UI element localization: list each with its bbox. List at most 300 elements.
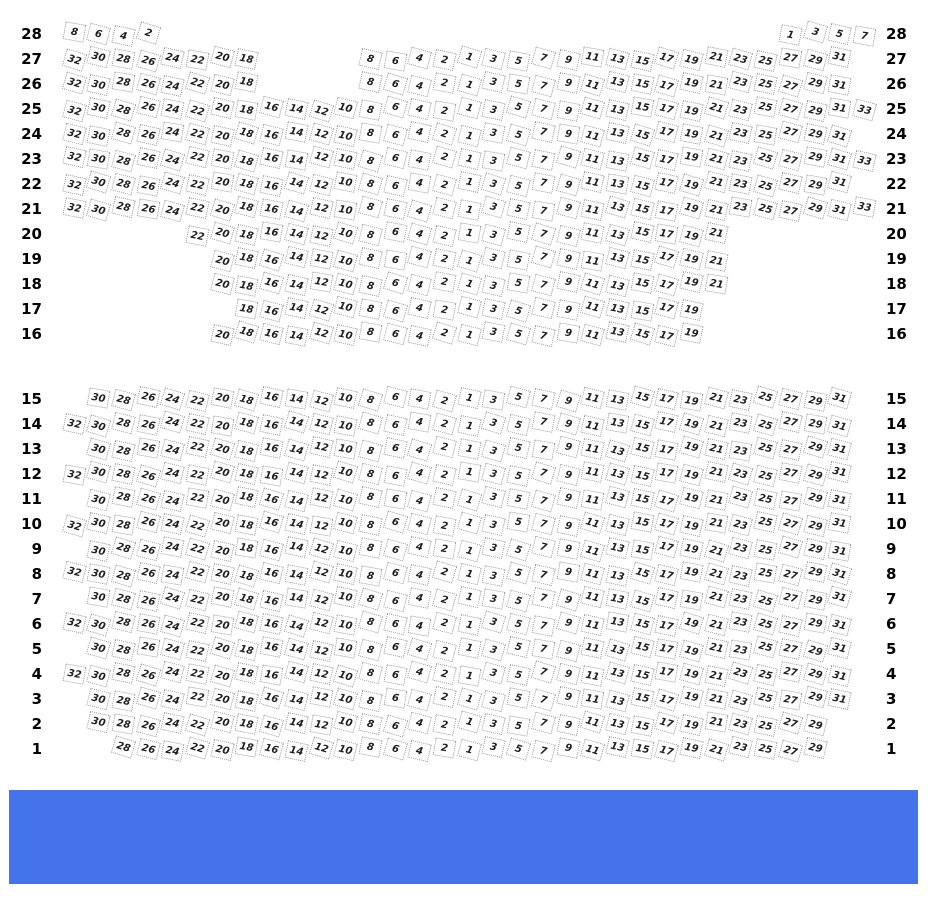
seat[interactable]: 5 [506,465,530,487]
seat[interactable]: 28 [111,412,136,435]
seat[interactable]: 13 [605,247,630,270]
seat[interactable]: 29 [803,49,828,72]
seat[interactable]: 19 [679,515,704,537]
seat[interactable]: 30 [87,97,111,119]
seat[interactable]: 20 [210,46,235,69]
seat[interactable]: 17 [654,564,679,587]
seat[interactable]: 23 [729,736,754,759]
seat[interactable]: 23 [729,440,753,461]
seat[interactable]: 6 [383,95,408,118]
seat[interactable]: 18 [235,537,259,558]
seat[interactable]: 21 [704,74,728,95]
seat[interactable]: 31 [827,147,852,170]
seat[interactable]: 13 [605,298,630,320]
seat[interactable]: 28 [111,588,136,611]
seat[interactable]: 29 [803,413,827,434]
seat[interactable]: 31 [828,46,852,68]
seat[interactable]: 13 [605,690,630,713]
seat[interactable]: 3 [482,99,506,121]
seat[interactable]: 22 [185,197,209,219]
seat[interactable]: 6 [383,562,408,585]
seat[interactable]: 23 [728,514,753,537]
seat[interactable]: 18 [234,121,259,144]
seat[interactable]: 10 [333,687,358,710]
seat[interactable]: 17 [654,711,679,734]
seat[interactable]: 27 [778,661,802,683]
seat[interactable]: 10 [333,125,358,147]
seat[interactable]: 30 [87,540,111,562]
seat[interactable]: 30 [87,387,111,408]
seat[interactable]: 27 [778,711,803,734]
seat[interactable]: 13 [605,588,629,610]
seat[interactable]: 13 [605,321,629,343]
seat[interactable]: 21 [704,614,729,637]
seat[interactable]: 5 [506,561,531,584]
seat[interactable]: 30 [86,512,111,534]
seat[interactable]: 17 [654,273,679,296]
seat[interactable]: 20 [210,540,235,562]
seat[interactable]: 18 [235,514,259,536]
seat[interactable]: 26 [136,437,160,458]
seat[interactable]: 28 [111,514,135,535]
seat[interactable]: 30 [86,198,111,221]
seat[interactable]: 8 [358,463,383,486]
seat[interactable]: 10 [333,512,358,535]
seat[interactable]: 4 [407,274,432,297]
seat[interactable]: 12 [309,612,334,635]
seat[interactable]: 28 [111,98,136,121]
seat[interactable]: 3 [482,486,507,509]
seat[interactable]: 8 [358,71,382,93]
seat[interactable]: 20 [210,586,234,608]
seat[interactable]: 28 [111,690,135,712]
seat[interactable]: 2 [432,714,456,736]
seat[interactable]: 19 [679,49,704,72]
seat[interactable]: 31 [827,171,852,194]
seat[interactable]: 3 [482,275,507,297]
seat[interactable]: 21 [704,199,729,221]
seat[interactable]: 17 [654,489,679,512]
seat[interactable]: 4 [407,513,432,536]
seat[interactable]: 28 [111,713,135,734]
seat[interactable]: 14 [284,661,309,684]
seat[interactable]: 14 [284,246,309,269]
seat[interactable]: 13 [605,713,630,736]
seat[interactable]: 7 [531,172,555,194]
seat[interactable]: 23 [728,47,753,70]
seat[interactable]: 14 [284,637,309,660]
seat[interactable]: 16 [259,386,284,408]
seat[interactable]: 10 [333,488,358,511]
seat[interactable]: 29 [803,515,828,538]
seat[interactable]: 21 [704,688,728,710]
seat[interactable]: 2 [432,612,457,635]
seat[interactable]: 15 [629,561,654,584]
seat[interactable]: 1 [457,665,481,686]
seat[interactable]: 25 [753,413,778,436]
seat[interactable]: 22 [185,390,210,413]
seat[interactable]: 22 [185,436,209,458]
seat[interactable]: 7 [531,245,556,268]
seat[interactable]: 7 [531,740,556,763]
seat[interactable]: 24 [160,462,185,485]
seat[interactable]: 31 [827,199,852,222]
seat[interactable]: 1 [457,125,482,148]
seat[interactable]: 9 [556,436,581,459]
seat[interactable]: 19 [679,248,704,271]
seat[interactable]: 1 [457,687,482,710]
seat[interactable]: 25 [753,488,778,510]
seat[interactable]: 18 [235,463,260,485]
seat[interactable]: 6 [383,249,407,270]
seat[interactable]: 23 [728,485,753,508]
seat[interactable]: 22 [185,736,210,759]
seat[interactable]: 30 [86,711,111,733]
seat[interactable]: 6 [383,488,407,509]
seat[interactable]: 16 [259,539,284,562]
seat[interactable]: 27 [778,149,803,172]
seat[interactable]: 12 [309,225,333,247]
seat[interactable]: 27 [778,462,802,484]
seat[interactable]: 4 [407,246,432,269]
seat[interactable]: 11 [580,148,605,171]
seat[interactable]: 13 [605,565,629,587]
seat[interactable]: 3 [481,638,506,661]
seat[interactable]: 15 [630,249,654,271]
seat[interactable]: 20 [210,437,235,460]
seat[interactable]: 4 [407,222,432,245]
seat[interactable]: 8 [62,21,86,42]
seat[interactable]: 22 [185,99,210,122]
seat[interactable]: 7 [531,388,555,410]
seat[interactable]: 4 [111,25,135,47]
seat[interactable]: 7 [531,461,556,484]
seat[interactable]: 14 [284,410,309,433]
seat[interactable]: 26 [136,198,160,219]
seat[interactable]: 18 [234,149,259,172]
seat[interactable]: 19 [680,146,704,167]
seat[interactable]: 8 [358,514,382,536]
seat[interactable]: 9 [556,225,581,248]
seat[interactable]: 4 [407,75,432,98]
seat[interactable]: 14 [284,171,309,194]
seat[interactable]: 15 [630,465,655,487]
seat[interactable]: 17 [654,297,679,320]
seat[interactable]: 24 [161,98,185,120]
seat[interactable]: 20 [210,148,234,170]
seat[interactable]: 16 [259,175,283,197]
seat[interactable]: 18 [235,71,259,93]
seat[interactable]: 6 [383,465,407,487]
seat[interactable]: 4 [407,461,432,484]
seat[interactable]: 9 [556,100,580,122]
seat[interactable]: 13 [605,71,630,94]
seat[interactable]: 18 [235,48,259,70]
seat[interactable]: 19 [679,663,704,686]
seat[interactable]: 4 [408,564,432,586]
seat[interactable]: 14 [284,223,309,246]
seat[interactable]: 18 [235,224,260,246]
seat[interactable]: 20 [210,512,235,535]
seat[interactable]: 25 [753,50,778,72]
seat[interactable]: 11 [581,461,605,483]
seat[interactable]: 7 [531,274,556,297]
seat[interactable]: 12 [309,248,333,270]
seat[interactable]: 20 [210,489,235,512]
seat[interactable]: 26 [136,590,160,612]
seat[interactable]: 13 [605,486,630,509]
seat[interactable]: 2 [432,225,457,247]
seat[interactable]: 9 [556,487,581,509]
seat[interactable]: 24 [161,689,186,711]
seat[interactable]: 9 [556,640,581,663]
seat[interactable]: 12 [308,537,333,560]
seat[interactable]: 8 [358,662,383,685]
seat[interactable]: 18 [234,173,259,196]
seat[interactable]: 24 [161,47,186,69]
seat[interactable]: 12 [308,321,333,344]
seat[interactable]: 21 [704,273,728,294]
seat[interactable]: 12 [308,99,333,122]
seat[interactable]: 29 [802,639,827,662]
seat[interactable]: 27 [778,587,803,610]
seat[interactable]: 17 [654,688,679,711]
seat[interactable]: 6 [382,271,407,294]
seat[interactable]: 16 [259,124,284,147]
seat[interactable]: 12 [308,122,333,145]
seat[interactable]: 7 [531,46,556,69]
seat[interactable]: 30 [86,414,111,437]
seat[interactable]: 33 [852,99,877,122]
seat[interactable]: 2 [432,640,457,663]
seat[interactable]: 5 [506,221,530,243]
seat[interactable]: 15 [630,198,655,221]
seat[interactable]: 8 [358,440,383,463]
seat[interactable]: 18 [235,639,260,662]
seat[interactable]: 11 [580,171,605,193]
seat[interactable]: 7 [531,513,556,536]
seat[interactable]: 25 [754,539,778,561]
seat[interactable]: 2 [432,197,457,220]
seat[interactable]: 2 [432,49,456,71]
seat[interactable]: 12 [308,298,333,321]
seat[interactable]: 15 [630,539,654,560]
seat[interactable]: 21 [704,415,729,438]
seat[interactable]: 16 [259,510,284,533]
seat[interactable]: 13 [605,150,629,172]
seat[interactable]: 8 [358,565,382,586]
seat[interactable]: 17 [655,388,680,410]
seat[interactable]: 21 [704,512,728,533]
seat[interactable]: 3 [482,150,506,171]
seat[interactable]: 28 [111,735,136,758]
seat[interactable]: 20 [210,614,234,635]
seat[interactable]: 15 [630,589,655,612]
seat[interactable]: 6 [383,299,408,322]
seat[interactable]: 31 [827,585,852,608]
seat[interactable]: 14 [284,740,308,762]
seat[interactable]: 18 [235,440,260,463]
seat[interactable]: 26 [136,636,160,657]
seat[interactable]: 28 [111,440,136,462]
seat[interactable]: 25 [753,636,778,659]
seat[interactable]: 9 [556,248,581,270]
seat[interactable]: 17 [655,223,679,244]
seat[interactable]: 13 [605,611,629,632]
seat[interactable]: 27 [778,512,803,535]
seat[interactable]: 28 [111,121,136,144]
seat[interactable]: 25 [754,96,778,118]
seat[interactable]: 11 [581,199,605,221]
seat[interactable]: 25 [754,124,778,145]
seat[interactable]: 8 [358,411,383,434]
seat[interactable]: 28 [111,389,136,412]
seat[interactable]: 31 [828,97,852,118]
seat[interactable]: 9 [555,389,580,412]
seat[interactable]: 8 [358,122,382,143]
seat[interactable]: 10 [333,249,358,272]
seat[interactable]: 9 [556,737,580,759]
seat[interactable]: 23 [729,389,753,411]
seat[interactable]: 10 [333,273,358,296]
seat[interactable]: 21 [704,96,729,119]
seat[interactable]: 26 [136,49,161,72]
seat[interactable]: 17 [655,661,679,682]
seat[interactable]: 7 [531,638,555,659]
seat[interactable]: 14 [284,297,308,319]
seat[interactable]: 26 [135,464,160,487]
seat[interactable]: 14 [284,325,308,347]
seat[interactable]: 19 [679,299,703,321]
seat[interactable]: 12 [309,714,333,735]
seat[interactable]: 32 [62,561,87,584]
seat[interactable]: 28 [111,536,136,559]
seat[interactable]: 8 [358,486,383,508]
seat[interactable]: 29 [803,538,828,560]
seat[interactable]: 20 [210,460,235,483]
seat[interactable]: 17 [655,439,679,461]
seat[interactable]: 28 [111,71,135,92]
seat[interactable]: 26 [136,686,161,709]
seat[interactable]: 16 [259,562,284,585]
seat[interactable]: 23 [728,661,753,684]
seat[interactable]: 11 [581,489,605,510]
seat[interactable]: 3 [482,389,506,410]
seat[interactable]: 2 [433,538,457,559]
seat[interactable]: 21 [704,461,728,483]
seat[interactable]: 1 [457,171,481,193]
seat[interactable]: 6 [382,714,407,737]
seat[interactable]: 17 [654,512,679,535]
seat[interactable]: 10 [333,97,358,120]
seat[interactable]: 29 [802,196,827,219]
seat[interactable]: 3 [482,122,506,144]
seat[interactable]: 4 [408,615,432,636]
seat[interactable]: 14 [284,438,309,461]
seat[interactable]: 20 [210,688,235,711]
seat[interactable]: 13 [605,661,630,684]
seat[interactable]: 25 [753,715,777,737]
seat[interactable]: 22 [185,225,209,247]
seat[interactable]: 17 [654,74,679,97]
seat[interactable]: 22 [185,413,210,435]
seat[interactable]: 24 [161,490,186,512]
seat[interactable]: 9 [556,464,581,487]
seat[interactable]: 20 [210,739,235,761]
seat[interactable]: 15 [630,414,655,437]
seat[interactable]: 3 [481,463,506,486]
seat[interactable]: 26 [136,539,161,562]
seat[interactable]: 23 [729,99,754,122]
seat[interactable]: 27 [778,739,803,762]
seat[interactable]: 22 [186,487,210,508]
seat[interactable]: 23 [728,713,753,736]
seat[interactable]: 26 [136,73,161,96]
seat[interactable]: 23 [728,462,753,485]
seat[interactable]: 29 [803,146,827,168]
seat[interactable]: 22 [185,561,210,584]
seat[interactable]: 17 [655,149,680,171]
seat[interactable]: 4 [407,490,432,513]
seat[interactable]: 7 [531,712,556,735]
seat[interactable]: 11 [580,563,605,586]
seat[interactable]: 16 [260,221,284,242]
seat[interactable]: 20 [210,125,234,147]
seat[interactable]: 20 [210,711,235,734]
seat[interactable]: 7 [531,121,556,143]
seat[interactable]: 28 [111,639,136,661]
seat[interactable]: 17 [654,740,679,763]
seat[interactable]: 1 [457,614,481,636]
seat[interactable]: 2 [432,145,457,168]
seat[interactable]: 10 [334,171,358,193]
seat[interactable]: 2 [135,21,160,44]
seat[interactable]: 26 [136,386,160,408]
seat[interactable]: 14 [284,712,309,734]
seat[interactable]: 2 [432,389,457,412]
seat[interactable]: 4 [407,637,432,660]
seat[interactable]: 31 [827,438,852,461]
seat[interactable]: 5 [507,249,531,271]
seat[interactable]: 13 [605,462,630,485]
seat[interactable]: 24 [161,740,185,762]
seat[interactable]: 19 [679,271,704,293]
seat[interactable]: 20 [210,97,235,119]
seat[interactable]: 22 [186,686,210,707]
seat[interactable]: 10 [333,563,358,585]
seat[interactable]: 18 [234,388,259,411]
seat[interactable]: 7 [531,660,556,683]
seat[interactable]: 27 [778,74,803,97]
seat[interactable]: 13 [605,736,630,758]
seat[interactable]: 16 [259,323,284,346]
seat[interactable]: 1 [457,97,482,120]
seat[interactable]: 28 [111,463,135,485]
seat[interactable]: 15 [630,664,655,686]
seat[interactable]: 9 [556,322,580,343]
seat[interactable]: 17 [655,638,679,660]
seat[interactable]: 14 [284,98,308,120]
seat[interactable]: 7 [531,98,556,121]
seat[interactable]: 32 [62,197,86,219]
seat[interactable]: 22 [185,146,210,169]
seat[interactable]: 26 [135,663,160,686]
seat[interactable]: 31 [828,74,852,96]
seat[interactable]: 18 [235,736,259,757]
seat[interactable]: 7 [531,325,556,347]
seat[interactable]: 21 [704,148,729,171]
seat[interactable]: 31 [828,512,852,534]
